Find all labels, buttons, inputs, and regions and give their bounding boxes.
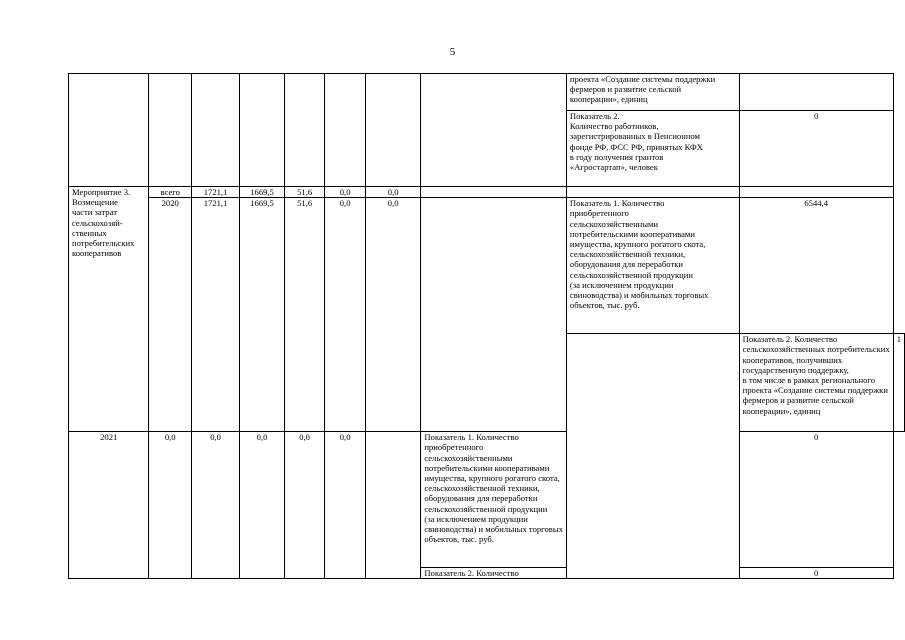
year-cell: всего xyxy=(149,187,192,198)
indicator-1-cell: Показатель 1. Количество приобретенного сельскохозяйственными потребительскими кооперативами имущества, крупного рогатого скота, сельскохозяйственной техники, оборудования для переработки сельскохозяйственной продукции (за исключением продукции свиноводства) и мобильных торговых объектов, тыс. руб. xyxy=(566,198,739,334)
value-cell: 0,0 xyxy=(325,432,366,579)
indicator-2-cell: Показатель 2. Количество сельскохозяйственных потребительских кооперативов, получивших государственную поддержку, в том числе в рамках регионального проекта «Создание системы поддержки фермеров и развитие сельской кооперации», единиц xyxy=(739,334,893,432)
indicator-2-value: 0 xyxy=(739,111,893,187)
empty-cell xyxy=(192,74,240,187)
empty-cell xyxy=(566,334,739,579)
value-cell: 0,0 xyxy=(325,187,366,198)
empty-cell xyxy=(325,74,366,187)
value-cell: 51,6 xyxy=(284,187,324,198)
value-cell: 0,0 xyxy=(325,198,366,432)
indicator-1-cell: Показатель 1. Количество приобретенного сельскохозяйственными потребительскими кооперативами имущества, крупного рогатого скота, сельскохозяйственной техники, оборудования для переработки сельскохозяйственной продукции (за исключением продукции свиноводства) и мобильных торговых объектов, тыс. руб. xyxy=(421,432,567,568)
value-cell: 0,0 xyxy=(192,432,240,579)
empty-cell xyxy=(739,187,893,198)
program-table xyxy=(68,73,905,579)
value-cell: 0,0 xyxy=(366,187,421,198)
year-cell: 2021 xyxy=(69,432,149,579)
value-cell: 0,0 xyxy=(149,432,192,579)
value-cell: 1721,1 xyxy=(192,187,240,198)
year-cell: 2020 xyxy=(149,198,192,432)
empty-cell xyxy=(739,74,893,111)
indicator-2-value: 1 xyxy=(893,334,904,432)
value-cell: 0,0 xyxy=(284,432,324,579)
value-cell: 0,0 xyxy=(240,432,285,579)
empty-cell xyxy=(421,187,567,198)
empty-cell xyxy=(421,198,567,432)
table-row xyxy=(69,432,905,568)
value-cell: 1669,5 xyxy=(240,198,285,432)
empty-cell xyxy=(421,74,567,187)
table-row xyxy=(69,187,905,198)
empty-cell xyxy=(284,74,324,187)
indicator-2-cell: Показатель 2. Количество xyxy=(421,568,567,579)
indicator-1-value: 6544,4 xyxy=(739,198,893,334)
activity-name: Мероприятие 3. Возмещение части затрат сельскохозяй- ственных потребительских кооперативов xyxy=(69,187,149,432)
page-number: 5 xyxy=(449,46,456,58)
indicator-continuation: проекта «Создание системы поддержки фермеров и развитие сельской кооперации», единиц xyxy=(566,74,739,111)
empty-cell xyxy=(69,74,149,187)
empty-cell xyxy=(566,187,739,198)
empty-cell xyxy=(240,74,285,187)
table-row xyxy=(69,74,905,111)
empty-cell xyxy=(366,74,421,187)
value-cell: 1669,5 xyxy=(240,187,285,198)
empty-cell xyxy=(366,432,421,579)
value-cell: 1721,1 xyxy=(192,198,240,432)
indicator-2-value: 0 xyxy=(739,568,893,579)
indicator-1-value: 0 xyxy=(739,432,893,568)
table-row xyxy=(69,198,905,334)
value-cell: 0,0 xyxy=(366,198,421,432)
empty-cell xyxy=(149,74,192,187)
value-cell: 51,6 xyxy=(284,198,324,432)
indicator-2-cell: Показатель 2. Количество работников, зарегистрированных в Пенсионном фонде РФ, ФСС РФ, принятых КФХ в году получения грантов «Агростартап», человек xyxy=(566,111,739,187)
